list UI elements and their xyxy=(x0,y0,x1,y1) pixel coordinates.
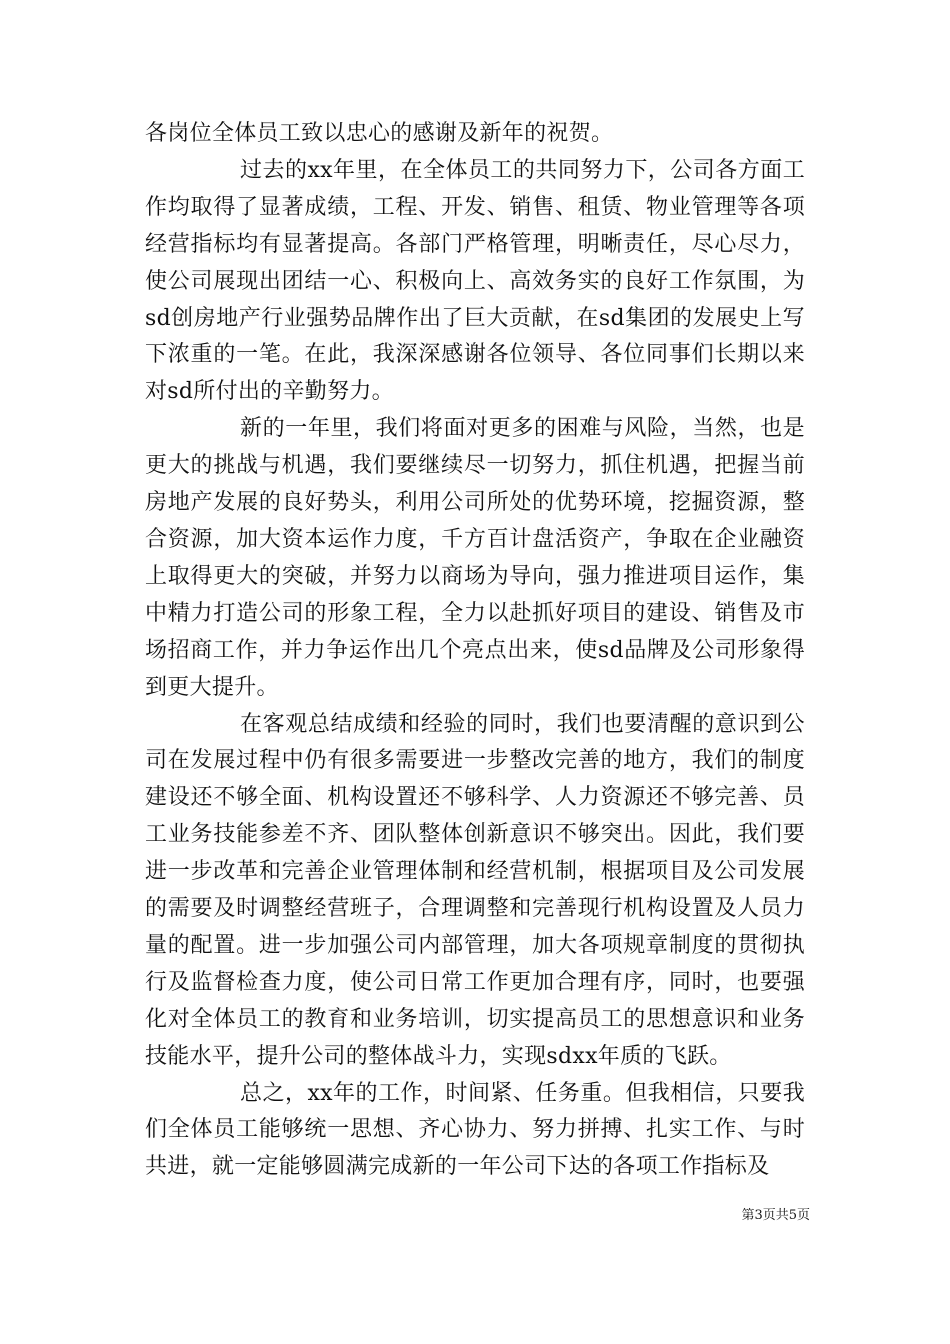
paragraph-new-year: 新的一年里，我们将面对更多的困难与风险，当然，也是更大的挑战与机遇，我们要继续尽一切努力，抓住机遇，把握当前房地产发展的良好势头，利用公司所处的优势环境，挖掘资源，整合资源，加大资本运作力度，千方百计盘活资产，争取在企业融资上取得更大的突破，并努力以商场为导向，强力推进项目运作，集中精力打造公司的形象工程，全力以赴抓好项目的建设、销售及市场招商工作，并力争运作出几个亮点出来，使sd品牌及公司形象得到更大提升。 xyxy=(145,416,805,700)
paragraph-continuation: 各岗位全体员工致以忠心的感谢及新年的祝贺。 xyxy=(145,121,614,146)
page-footer: 第3页共5页 xyxy=(741,1208,810,1223)
paragraph-past-year: 过去的xx年里，在全体员工的共同努力下，公司各方面工作均取得了显著成绩，工程、开发、销售、租赁、物业管理等各项经营指标均有显著提高。各部门严格管理，明晰责任，尽心尽力，使公司展现出团结一心、积极向上、高效务实的良好工作氛围，为sd创房地产行业强势品牌作出了巨大贡献，在sd集团的发展史上写下浓重的一笔。在此，我深深感谢各位领导、各位同事们长期以来对sd所付出的辛勤努力。 xyxy=(145,157,805,405)
document-body xyxy=(145,116,805,1186)
paragraph-summary-reflection: 在客观总结成绩和经验的同时，我们也要清醒的意识到公司在发展过程中仍有很多需要进一步整改完善的地方，我们的制度建设还不够全面、机构设置还不够科学、人力资源还不够完善、员工业务技能参差不齐、团队整体创新意识不够突出。因此，我们要进一步改革和完善企业管理体制和经营机制，根据项目及公司发展的需要及时调整经营班子，合理调整和完善现行机构设置及人员力量的配置。进一步加强公司内部管理，加大各项规章制度的贯彻执行及监督检查力度，使公司日常工作更加合理有序，同时，也要强化对全体员工的教育和业务培训，切实提高员工的思想意识和业务技能水平，提升公司的整体战斗力，实现sdxx年质的飞跃。 xyxy=(145,711,805,1069)
paragraph-conclusion: 总之，xx年的工作，时间紧、任务重。但我相信，只要我们全体员工能够统一思想、齐心协力、努力拼搏、扎实工作、与时共进，就一定能够圆满完成新的一年公司下达的各项工作指标及 xyxy=(145,1080,805,1180)
